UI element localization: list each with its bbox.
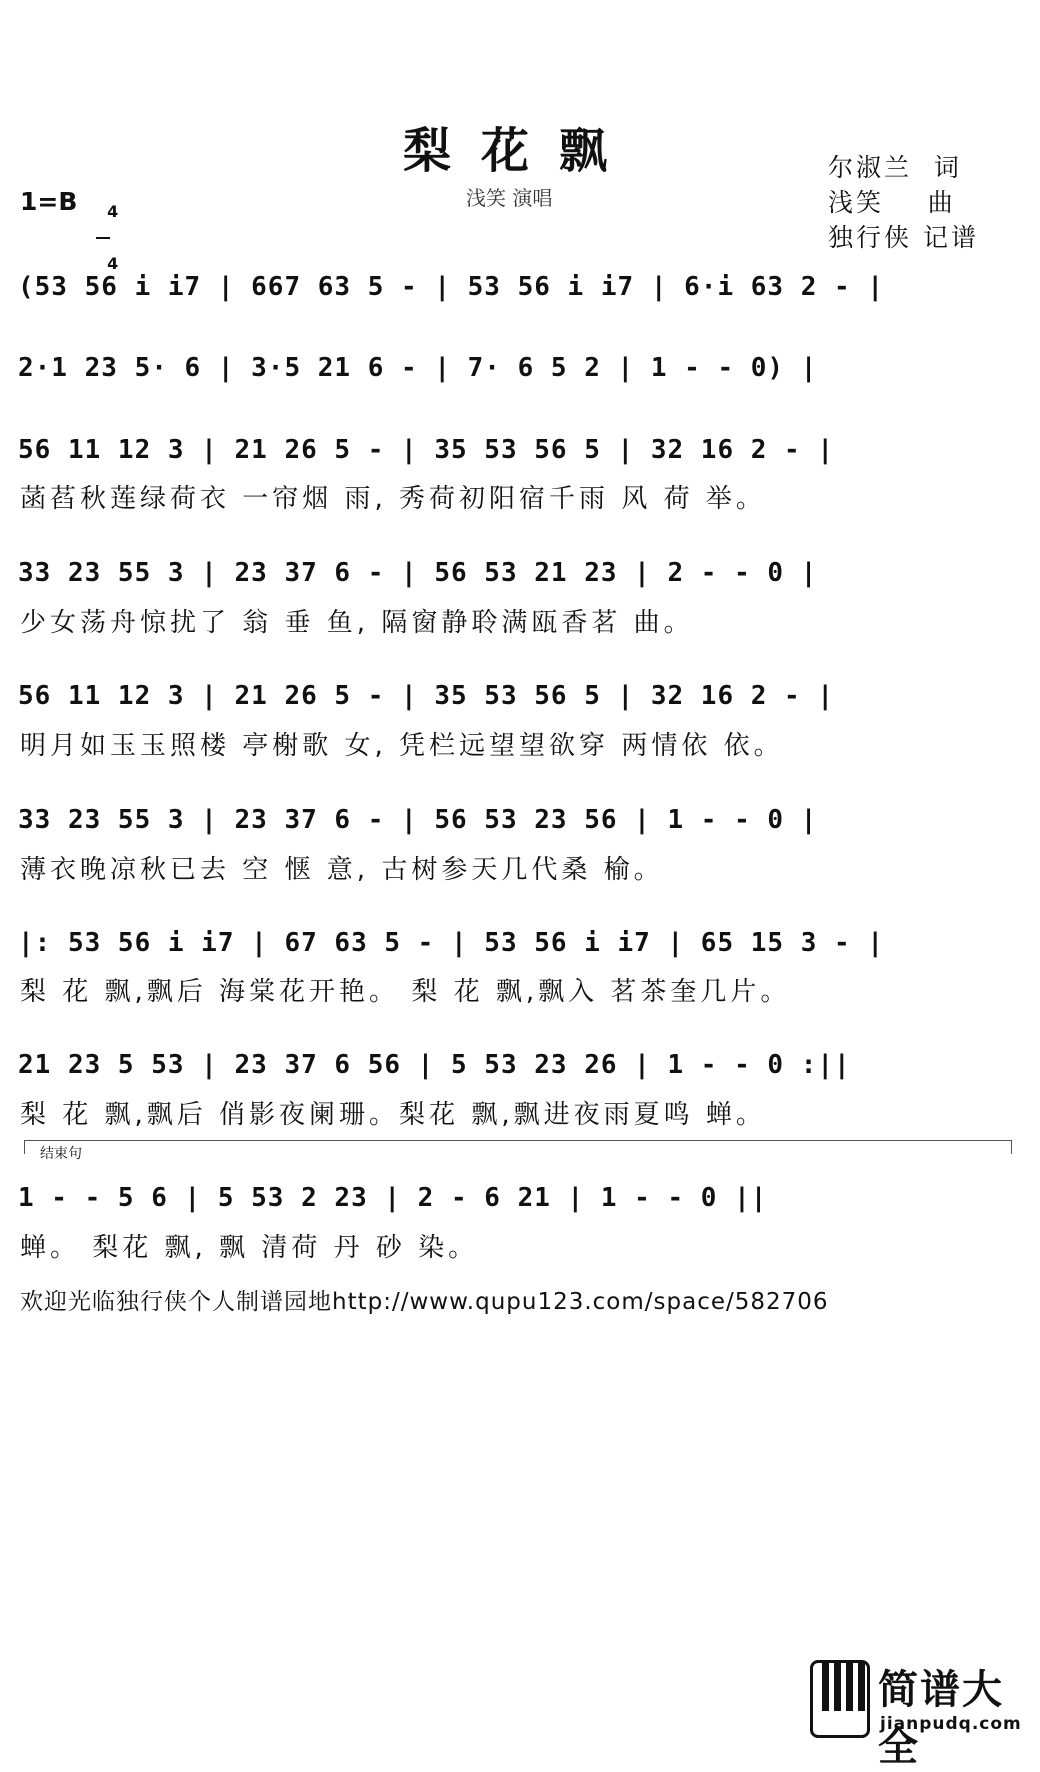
- score-row-4-notes: 33 23 55 3 | 23 37 6 - | 56 53 21 23 | 2 - - 0 |: [18, 558, 818, 588]
- score-row-3-notes: 56 11 12 3 | 21 26 5 - | 35 53 56 5 | 32 16 2 - |: [18, 435, 835, 465]
- ending-label: 结束句: [40, 1146, 82, 1162]
- score-row-7-lyrics: 梨 花 飘,飘后 海棠花开艳。 梨 花 飘,飘入 茗茶奎几片。: [20, 977, 791, 1007]
- score-row-5-notes: 56 11 12 3 | 21 26 5 - | 35 53 56 5 | 32 16 2 - |: [18, 681, 835, 711]
- time-signature: [96, 188, 119, 273]
- score-row-8-notes: 21 23 5 53 | 23 37 6 56 | 5 53 23 26 | 1 - - 0 :||: [18, 1050, 851, 1080]
- score-row-1-notes: (53 56 i i7 | 667 63 5 - | 53 56 i i7 | 6·i 63 2 - |: [18, 272, 884, 302]
- transcriber-credit: 独行侠 记谱: [828, 223, 979, 252]
- logo-title: 简谱大全: [878, 1667, 1004, 1770]
- composer-credit: 浅笑 曲: [828, 188, 956, 217]
- score-row-9-notes: 1 - - 5 6 | 5 53 2 23 | 2 - 6 21 | 1 - - 0 ||: [18, 1183, 768, 1213]
- footer-text: 欢迎光临独行侠个人制谱园地http://www.qupu123.com/space/582706: [20, 1289, 829, 1315]
- lyricist-credit: 尔淑兰 词: [828, 153, 962, 182]
- ending-bracket-tick-right: [1011, 1140, 1012, 1154]
- score-row-3-lyrics: 菡萏秋莲绿荷衣 一帘烟 雨, 秀荷初阳宿千雨 风 荷 举。: [20, 484, 766, 514]
- logo-url: jianpudq.com: [880, 1714, 1022, 1734]
- key-signature: 1=B: [20, 187, 78, 216]
- score-row-2-notes: 2·1 23 5· 6 | 3·5 21 6 - | 7· 6 5 2 | 1 - - 0) |: [18, 353, 818, 383]
- score-row-7-notes: |: 53 56 i i7 | 67 63 5 - | 53 56 i i7 | 65 15 3 - |: [18, 928, 884, 958]
- singer-credit: 浅笑 演唱: [466, 186, 553, 210]
- page-title: 梨花飘: [402, 123, 637, 179]
- score-row-4-lyrics: 少女荡舟惊扰了 翁 垂 鱼, 隔窗静聆满瓯香茗 曲。: [20, 608, 694, 638]
- piano-icon: [810, 1660, 870, 1738]
- score-row-6-notes: 33 23 55 3 | 23 37 6 - | 56 53 23 56 | 1 - - 0 |: [18, 805, 818, 835]
- score-row-6-lyrics: 薄衣晚凉秋已去 空 惬 意, 古树参天几代桑 榆。: [20, 855, 664, 885]
- score-row-9-lyrics: 蝉。 梨花 飘, 飘 清荷 丹 砂 染。: [20, 1233, 479, 1263]
- time-signature-bottom: 4: [107, 254, 119, 273]
- ending-bracket-tick-left: [24, 1140, 25, 1154]
- score-row-8-lyrics: 梨 花 飘,飘后 俏影夜阑珊。梨花 飘,飘进夜雨夏鸣 蝉。: [20, 1100, 766, 1130]
- site-logo: [810, 1660, 1030, 1770]
- time-signature-top: 4: [107, 202, 119, 221]
- score-row-5-lyrics: 明月如玉玉照楼 亭榭歌 女, 凭栏远望望欲穿 两情依 依。: [20, 731, 784, 761]
- ending-bracket: [24, 1140, 1012, 1141]
